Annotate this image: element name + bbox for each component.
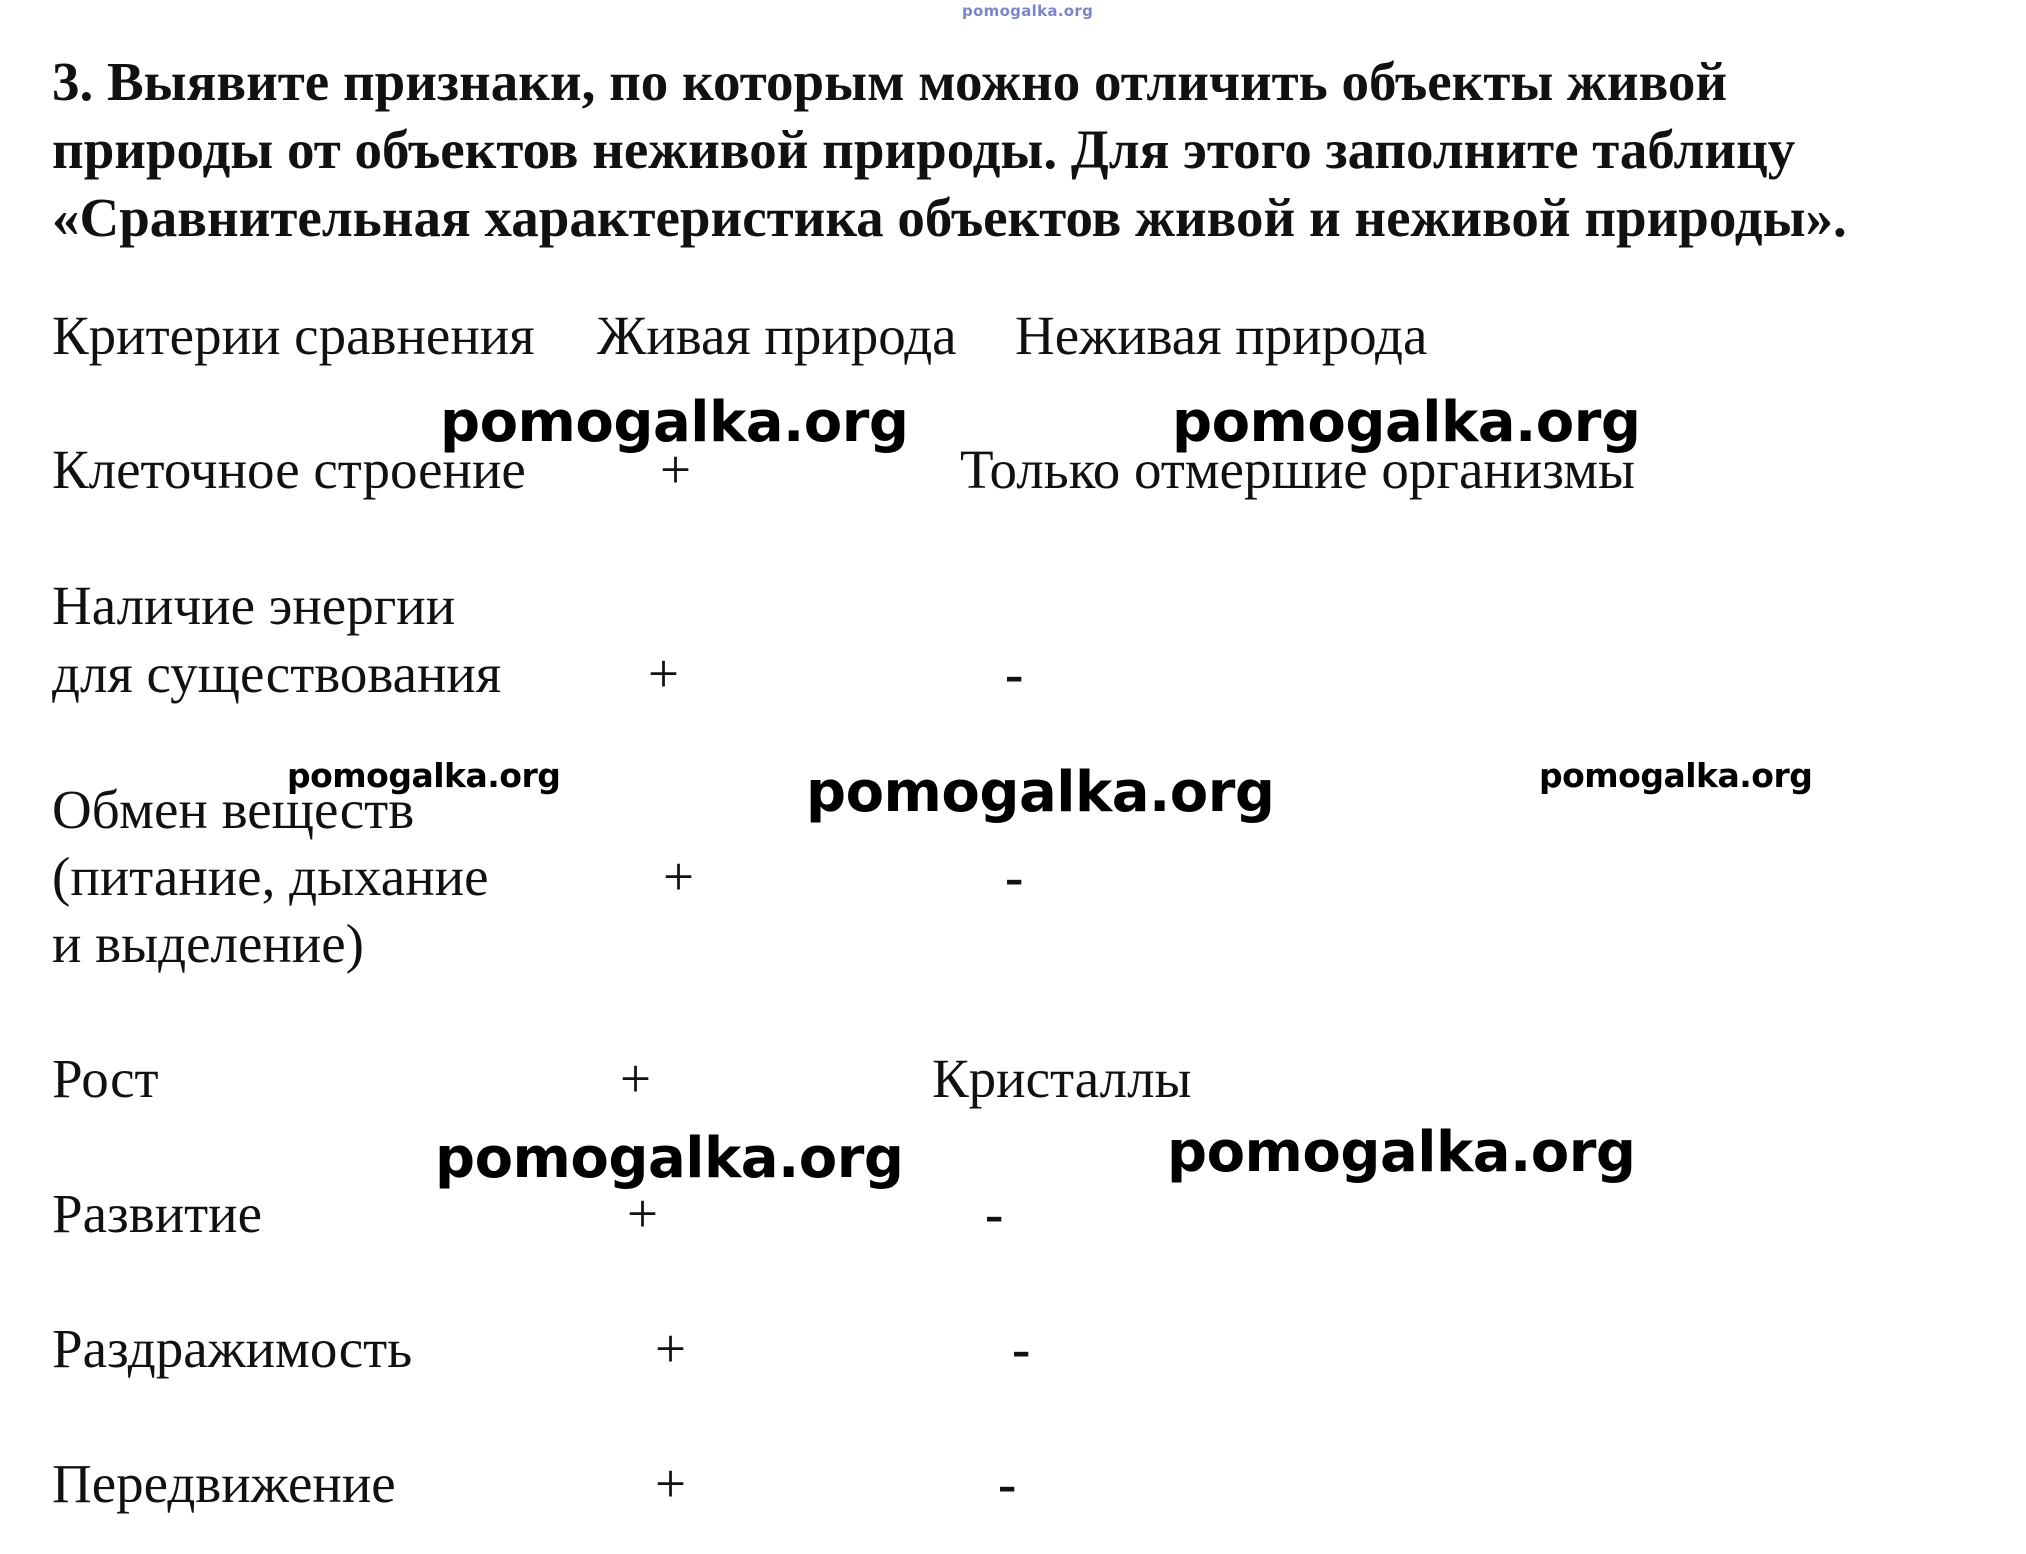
question-line: природы от объектов неживой природы. Для этого заполните таблицу [52, 119, 1796, 180]
row-criterion: Передвижение [52, 1453, 396, 1514]
row-nonliving-value: Только отмершие организмы [960, 439, 1635, 500]
question-line: 3. Выявите признаки, по которым можно отличить объекты живой [52, 51, 1728, 112]
watermark: pomogalka.org [1167, 1120, 1636, 1185]
row-criterion: для существования [52, 643, 502, 704]
top-watermark: pomogalka.org [962, 2, 1094, 20]
row-nonliving-value: - [1005, 643, 1024, 704]
watermark: pomogalka.org [435, 1126, 904, 1191]
watermark: pomogalka.org [1172, 390, 1641, 455]
row-living-value: + [627, 1183, 659, 1244]
row-living-value: + [655, 1318, 687, 1379]
header-criteria: Критерии сравнения [52, 305, 535, 366]
row-criterion: Наличие энергии [52, 575, 456, 636]
row-living-value: + [663, 846, 695, 907]
row-criterion: Рост [52, 1048, 159, 1109]
question-line: «Сравнительная характеристика объектов живой и неживой природы». [52, 187, 1847, 248]
row-criterion: (питание, дыхание [52, 846, 489, 907]
header-living: Живая природа [597, 305, 957, 366]
row-living-value: + [655, 1453, 687, 1514]
watermark: pomogalka.org [806, 760, 1275, 825]
watermark: pomogalka.org [1539, 756, 1813, 795]
row-criterion: Развитие [52, 1183, 263, 1244]
row-living-value: + [620, 1048, 652, 1109]
row-living-value: + [660, 439, 692, 500]
row-criterion: и выделение) [52, 913, 364, 974]
row-living-value: + [648, 643, 680, 704]
row-nonliving-value: - [1012, 1318, 1031, 1379]
row-criterion: Раздражимость [52, 1318, 413, 1379]
watermark: pomogalka.org [440, 390, 909, 455]
row-criterion: Клеточное строение [52, 439, 526, 500]
row-nonliving-value: Кристаллы [932, 1048, 1192, 1109]
row-criterion: Обмен веществ [52, 779, 415, 840]
question-heading [52, 48, 2012, 252]
row-nonliving-value: - [998, 1453, 1017, 1514]
watermark: pomogalka.org [287, 756, 561, 795]
row-nonliving-value: - [1005, 846, 1024, 907]
header-nonliving: Неживая природа [1015, 305, 1428, 366]
row-nonliving-value: - [985, 1183, 1004, 1244]
